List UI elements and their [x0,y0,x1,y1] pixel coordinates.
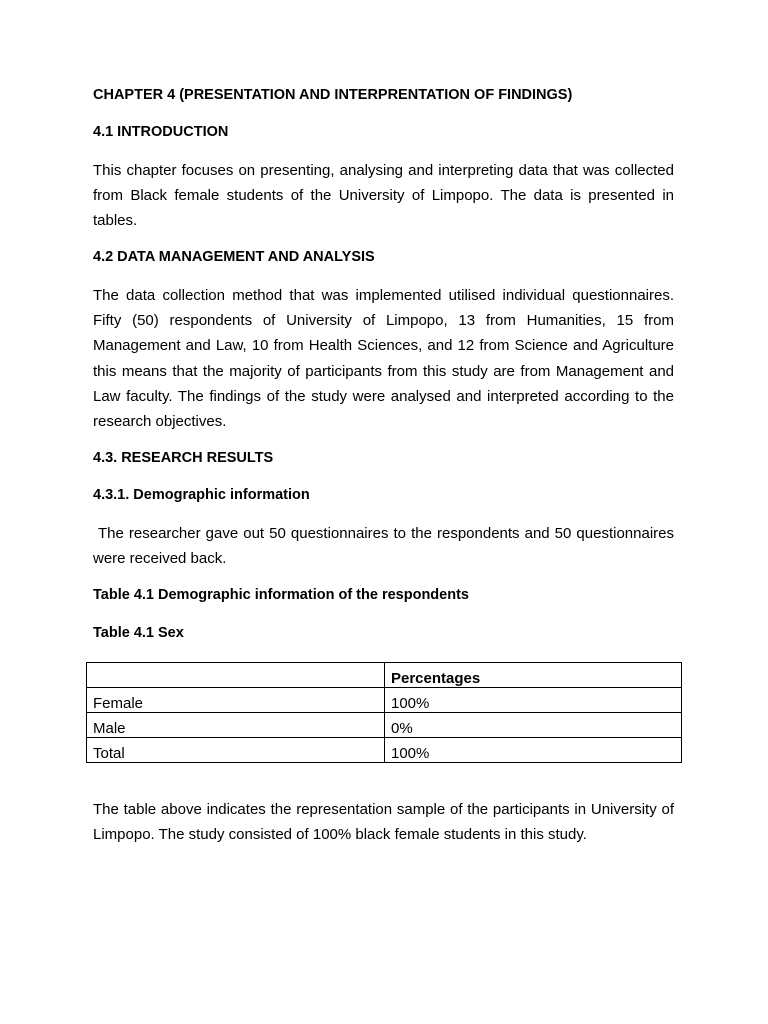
section-heading-introduction: 4.1 INTRODUCTION [93,124,229,140]
table-cell: Total [87,738,385,763]
table-header-cell: Percentages [385,663,682,688]
table-cell: Male [87,713,385,738]
sex-table [86,662,682,763]
introduction-paragraph: This chapter focuses on presenting, analysing and interpreting data that was collected from Black female students of the University of Limpopo. The data is presented in tables. [93,162,674,230]
section-heading-data-management: 4.2 DATA MANAGEMENT AND ANALYSIS [93,249,375,265]
table-cell: 100% [385,738,682,763]
table-row [87,688,682,713]
closing-paragraph: The table above indicates the representation sample of the participants in University of Limpopo. The study consisted of 100% black female students in this study. [93,801,674,844]
section-heading-research-results: 4.3. RESEARCH RESULTS [93,450,274,466]
table-cell: 0% [385,713,682,738]
table-row [87,713,682,738]
data-management-paragraph: The data collection method that was implemented utilised individual questionnaires. Fifty (50) respondents of University of Limpopo, 13 from Humanities, 15 from Management and Law, 10 from Health Sciences, and 12 from Science and Agriculture this means that the majority of participants from this study are from Management and Law faculty. The findings of the study were analysed and interpreted according to the research objectives. [93,287,674,431]
chapter-title: CHAPTER 4 (PRESENTATION AND INTERPRENTATION OF FINDINGS) [93,87,573,103]
sex-table-container [86,662,682,763]
table-cell: 100% [385,688,682,713]
table-row [87,738,682,763]
table-cell: Female [87,688,385,713]
table-header-row [87,663,682,688]
table-caption-demographic: Table 4.1 Demographic information of the respondents [93,587,469,603]
demographic-paragraph: The researcher gave out 50 questionnaires to the respondents and 50 questionnaires were received back. [93,525,674,568]
table-header-cell [87,663,385,688]
table-caption-sex: Table 4.1 Sex [93,625,184,641]
subsection-heading-demographic: 4.3.1. Demographic information [93,487,310,503]
